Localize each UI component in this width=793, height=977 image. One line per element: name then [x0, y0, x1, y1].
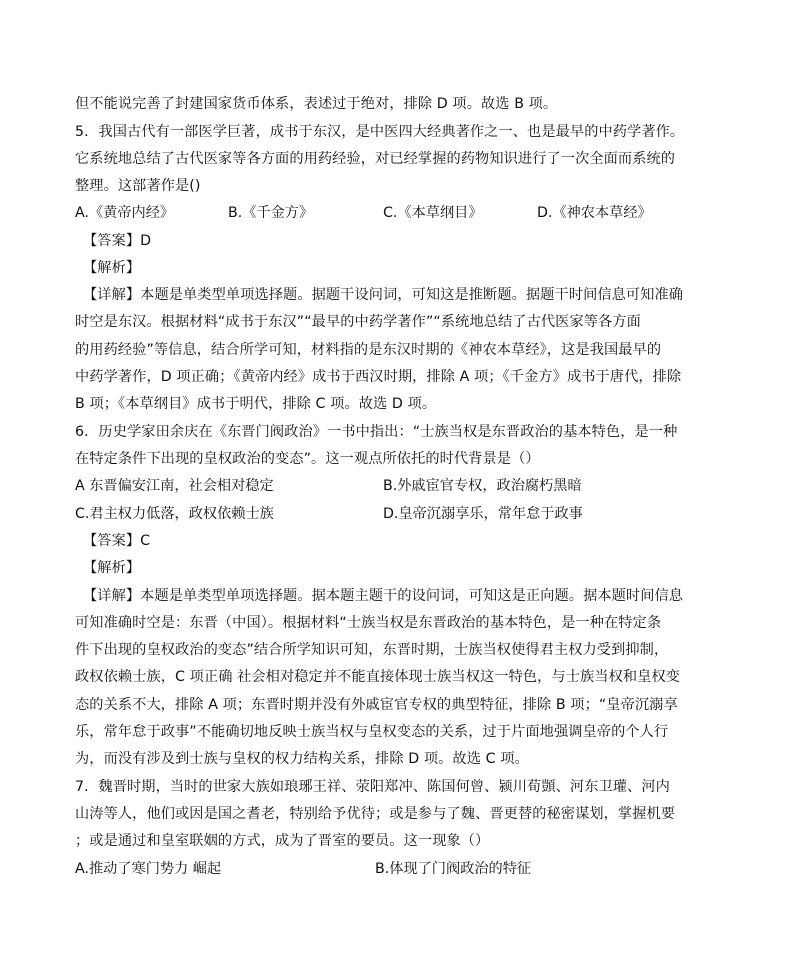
q6-option-a: A 东晋偏安江南，社会相对稳定	[75, 478, 274, 494]
text-line: 乐，常年怠于政事”不能确切地反映士族当权与皇权变态的关系，过于片面地强调皇帝的个人行	[75, 724, 669, 740]
q5-option-c: C.《本草纲目》	[383, 205, 483, 221]
analysis-label: 【解析】	[83, 560, 141, 576]
answer-label: 【答案】D	[83, 233, 152, 249]
analysis-label: 【解析】	[83, 260, 141, 276]
q5-option-d: D.《神农本草经》	[537, 205, 652, 221]
q7-option-a: A.推动了寒门势力 崛起	[75, 861, 222, 877]
text-line: 的用药经验”等信息，结合所学可知，材料指的是东汉时期的《神农本草经》，这是我国最早的	[75, 342, 662, 358]
text-line: 为，而没有涉及到士族与皇权的权力结构关系，排除 D 项。故选 C 项。	[75, 751, 529, 767]
text-line: 中药学著作，D 项正确；《黄帝内经》成书于西汉时期，排除 A 项；《千金方》成书于唐代，排除	[75, 369, 682, 385]
text-line: 它系统地总结了古代医家等各方面的用药经验，对已经掌握的药物知识进行了一次全面而系统的	[75, 151, 676, 167]
text-line: 在特定条件下出现的皇权政治的变态”。这一观点所依托的时代背景是（）	[75, 451, 540, 467]
text-line: 整理。这部著作是()	[75, 178, 201, 194]
q5-option-b: B.《千金方》	[228, 205, 314, 221]
text-line: 可知准确时空是：东晋（中国）。根据材料“士族当权是东晋政治的基本特色，是一种在特定条	[75, 615, 662, 631]
q6-option-c: C.君主权力低落，政权依赖士族	[75, 506, 274, 522]
question-6-stem: 6．历史学家田余庆在《东晋门阀政治》一书中指出：“士族当权是东晋政治的基本特色，是一种	[75, 424, 678, 440]
text-line: 件下出现的皇权政治的变态”结合所学知识可知，东晋时期，士族当权使得君主权力受到抑制，	[75, 642, 669, 658]
q5-option-a: A.《黄帝内经》	[75, 205, 175, 221]
text-line: B 项；《本草纲目》成书于明代，排除 C 项。故选 D 项。	[75, 396, 437, 412]
answer-label: 【答案】C	[83, 533, 151, 549]
q6-option-d: D.皇帝沉溺享乐，常年怠于政事	[383, 506, 583, 522]
detail-text: 【详解】本题是单类型单项选择题。据本题主题干的设问词，可知这是正向题。据本题时间信息	[83, 588, 684, 604]
text-line: 政权依赖士族，C 项正确 社会相对稳定并不能直接体现士族当权这一特色，与士族当权和皇权变	[75, 669, 681, 685]
question-7-stem: 7．魏晋时期，当时的世家大族如琅琊王祥、荥阳郑冲、陈国何曾、颍川荀顗、河东卫瓘、河内	[75, 779, 670, 795]
text-line: 山涛等人，他们或因是国之耆老，特别给予优待；或是参与了魏、晋更替的秘密谋划，掌握机要	[75, 806, 676, 822]
text-line: 时空是东汉。根据材料“成书于东汉”“最早的中药学著作”“系统地总结了古代医家等各方面	[75, 314, 641, 330]
text-line: 但不能说完善了封建国家货币体系，表述过于绝对，排除 D 项。故选 B 项。	[75, 96, 558, 112]
text-line: ；或是通过和皇室联姻的方式，成为了晋室的要员。这一现象（）	[75, 833, 490, 849]
text-line: 态的关系不大，排除 A 项；东晋时期并没有外戚宦官专权的典型特征，排除 B 项；“皇帝沉溺享	[75, 697, 678, 713]
detail-text: 【详解】本题是单类型单项选择题。据题干设问词，可知这是推断题。据题干时间信息可知准确	[83, 287, 684, 303]
question-5-stem: 5．我国古代有一部医学巨著，成书于东汉，是中医四大经典著作之一、也是最早的中药学著作。	[75, 124, 685, 140]
q7-option-b: B.体现了门阀政治的特征	[375, 861, 532, 877]
q6-option-b: B.外戚宦官专权，政治腐朽黑暗	[383, 478, 582, 494]
